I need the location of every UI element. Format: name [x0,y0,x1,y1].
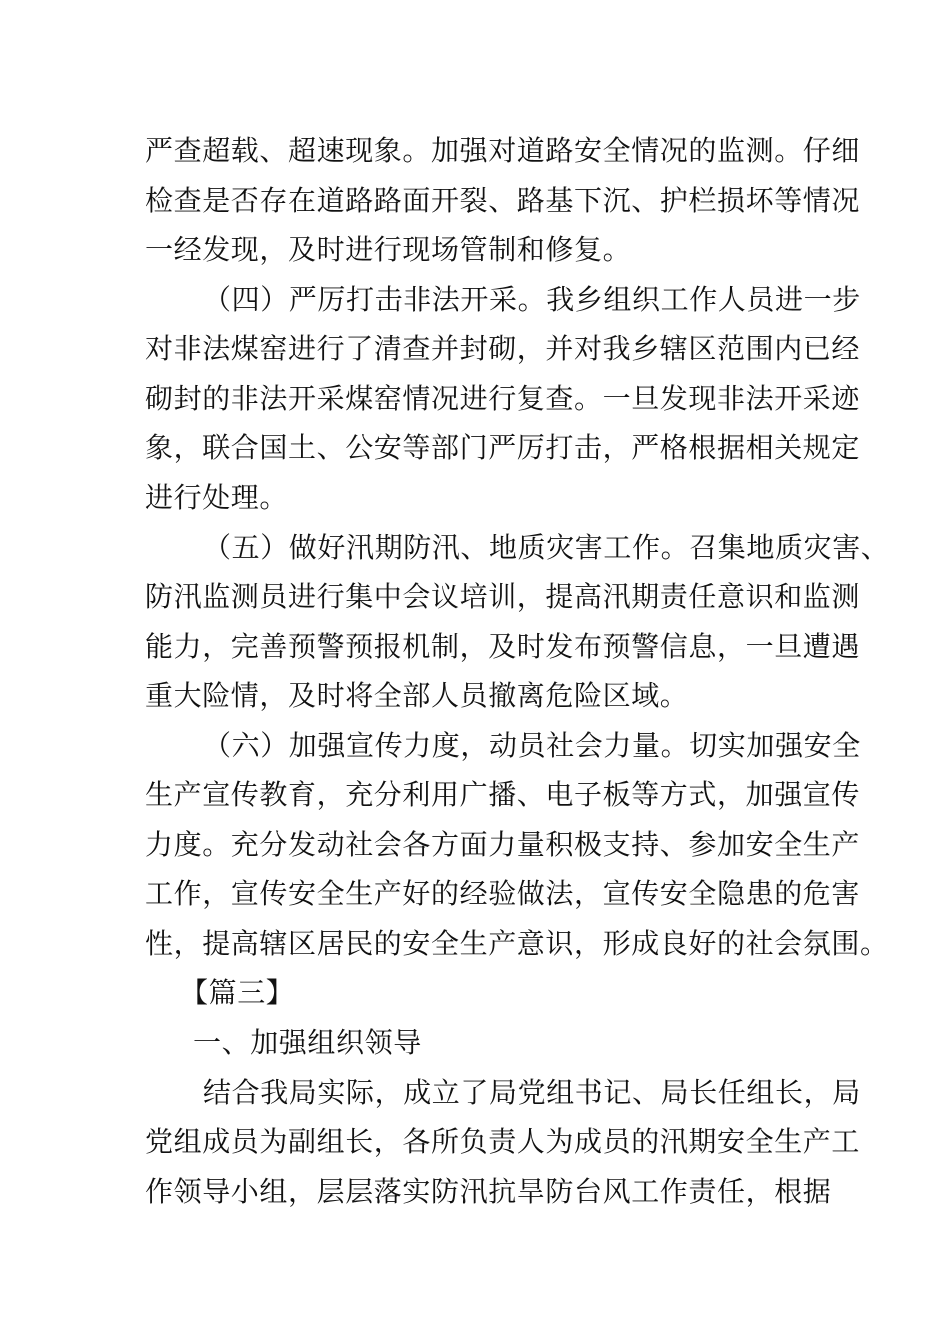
text-line: 砌封的非法开采煤窑情况进行复查。一旦发现非法开采迹 [145,382,861,415]
text-line: 党组成员为副组长，各所负责人为成员的汛期安全生产工 [145,1125,861,1158]
text-line: 性，提高辖区居民的安全生产意识，形成良好的社会氛围。 [145,927,889,960]
text-line: 生产宣传教育，充分利用广播、电子板等方式，加强宣传 [145,778,861,811]
text-line: 严查超载、超速现象。加强对道路安全情况的监测。仔细 [145,134,861,167]
text-line: 能力，完善预警预报机制，及时发布预警信息，一旦遭遇 [145,630,861,663]
text-line: 检查是否存在道路路面开裂、路基下沉、护栏损坏等情况 [145,184,861,217]
text-line: 重大险情，及时将全部人员撤离危险区域。 [145,679,689,712]
subsection-heading: 一、加强组织领导 [193,1026,422,1059]
text-line: 对非法煤窑进行了清查并封砌，并对我乡辖区范围内已经 [145,332,861,365]
paragraph-start-line: 结合我局实际，成立了局党组书记、局长任组长，局 [203,1076,861,1109]
text-line: 进行处理。 [145,481,289,514]
text-line: 作领导小组，层层落实防汛抗旱防台风工作责任，根据 [145,1175,832,1208]
paragraph-start-line: （四）严厉打击非法开采。我乡组织工作人员进一步 [203,283,861,316]
paragraph-start-line: （五）做好汛期防汛、地质灾害工作。召集地质灾害、 [203,531,890,564]
text-line: 力度。充分发动社会各方面力量积极支持、参加安全生产 [145,828,861,861]
text-line: 工作，宣传安全生产好的经验做法，宣传安全隐患的危害 [145,877,861,910]
text-line: 防汛监测员进行集中会议培训，提高汛期责任意识和监测 [145,580,861,613]
paragraph-start-line: （六）加强宣传力度，动员社会力量。切实加强安全 [203,729,861,762]
text-line: 象，联合国土、公安等部门严厉打击，严格根据相关规定 [145,431,861,464]
section-heading: 【篇三】 [180,976,295,1009]
text-line: 一经发现，及时进行现场管制和修复。 [145,233,632,266]
